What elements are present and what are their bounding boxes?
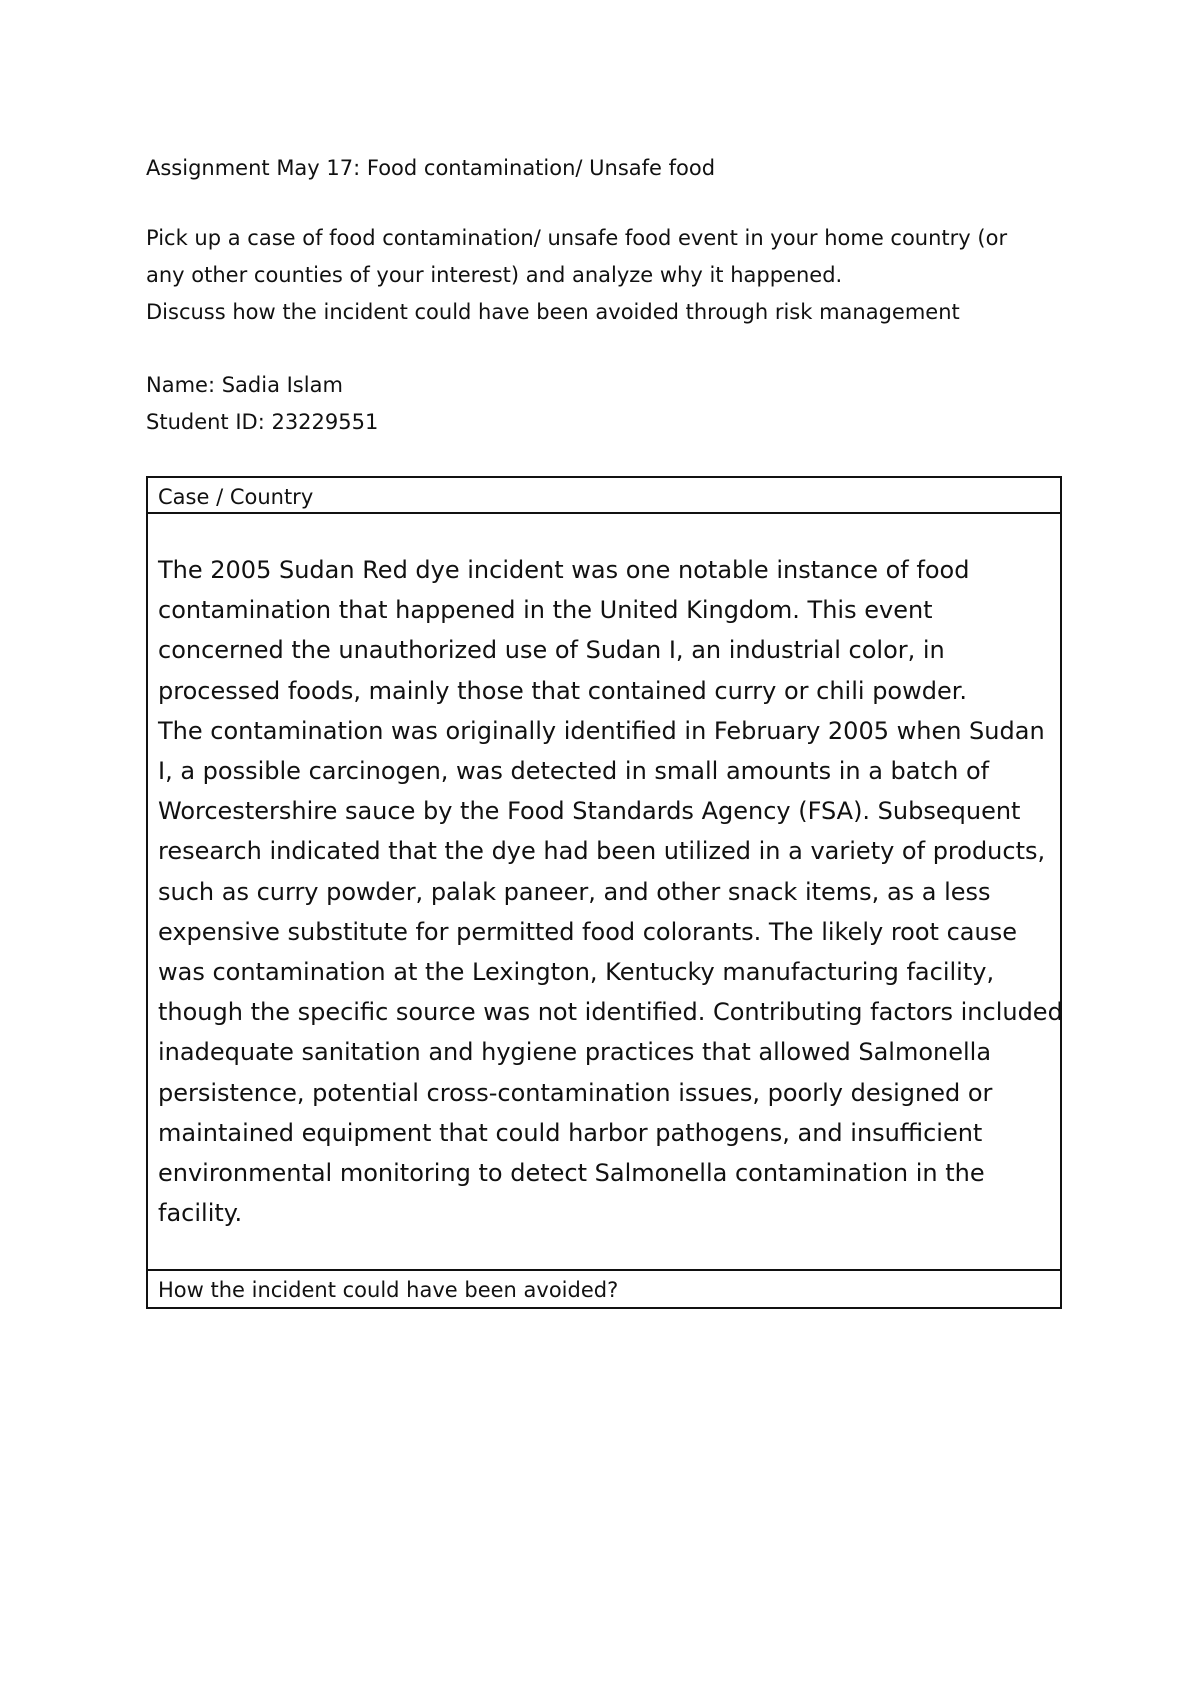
document-page — [146, 150, 1066, 441]
body-line: was contamination at the Lexington, Kentucky manufacturing facility, — [158, 958, 995, 987]
prompt-line: any other counties of your interest) and analyze why it happened. — [146, 263, 843, 287]
body-line: The 2005 Sudan Red dye incident was one notable instance of food — [158, 556, 970, 584]
body-line: contamination that happened in the United Kingdom. This event — [158, 596, 933, 625]
assignment-title: Assignment May 17: Food contamination/ Unsafe food — [146, 156, 716, 180]
body-line: persistence, potential cross-contamination issues, poorly designed or — [158, 1078, 993, 1107]
body-line: expensive substitute for permitted food colorants. The likely root cause — [158, 917, 1017, 946]
prompt-line: Discuss how the incident could have been avoided through risk management — [146, 300, 960, 324]
assignment-prompt — [146, 220, 1066, 331]
body-line: such as curry powder, palak paneer, and other snack items, as a less — [158, 877, 991, 906]
student-name: Name: Sadia Islam — [146, 373, 343, 397]
body-line: concerned the unauthorized use of Sudan I, an industrial color, in — [158, 636, 945, 665]
body-line: facility. — [158, 1199, 243, 1228]
body-line: research indicated that the dye had been utilized in a variety of products, — [158, 837, 1046, 866]
body-line: Worcestershire sauce by the Food Standards Agency (FSA). Subsequent — [158, 797, 1021, 826]
prompt-line: Pick up a case of food contamination/ unsafe food event in your home country (or — [146, 226, 1008, 250]
student-id: Student ID: 23229551 — [146, 410, 379, 434]
body-line: maintained equipment that could harbor pathogens, and insufficient — [158, 1118, 983, 1147]
body-line: processed foods, mainly those that contained curry or chili powder. — [158, 676, 968, 705]
body-line: inadequate sanitation and hygiene practices that allowed Salmonella — [158, 1038, 992, 1067]
body-line: though the specific source was not identified. Contributing factors included — [158, 998, 1063, 1027]
body-line: I, a possible carcinogen, was detected in small amounts in a batch of — [158, 757, 990, 786]
case-table — [146, 476, 1062, 1309]
table-footer-avoidance-question: How the incident could have been avoided? — [158, 1278, 619, 1302]
body-line: environmental monitoring to detect Salmonella contamination in the — [158, 1159, 985, 1188]
body-line: The contamination was originally identified in February 2005 when Sudan — [158, 716, 1045, 745]
table-header-case-country: Case / Country — [148, 478, 1060, 514]
table-body-case-description — [148, 514, 1063, 1271]
